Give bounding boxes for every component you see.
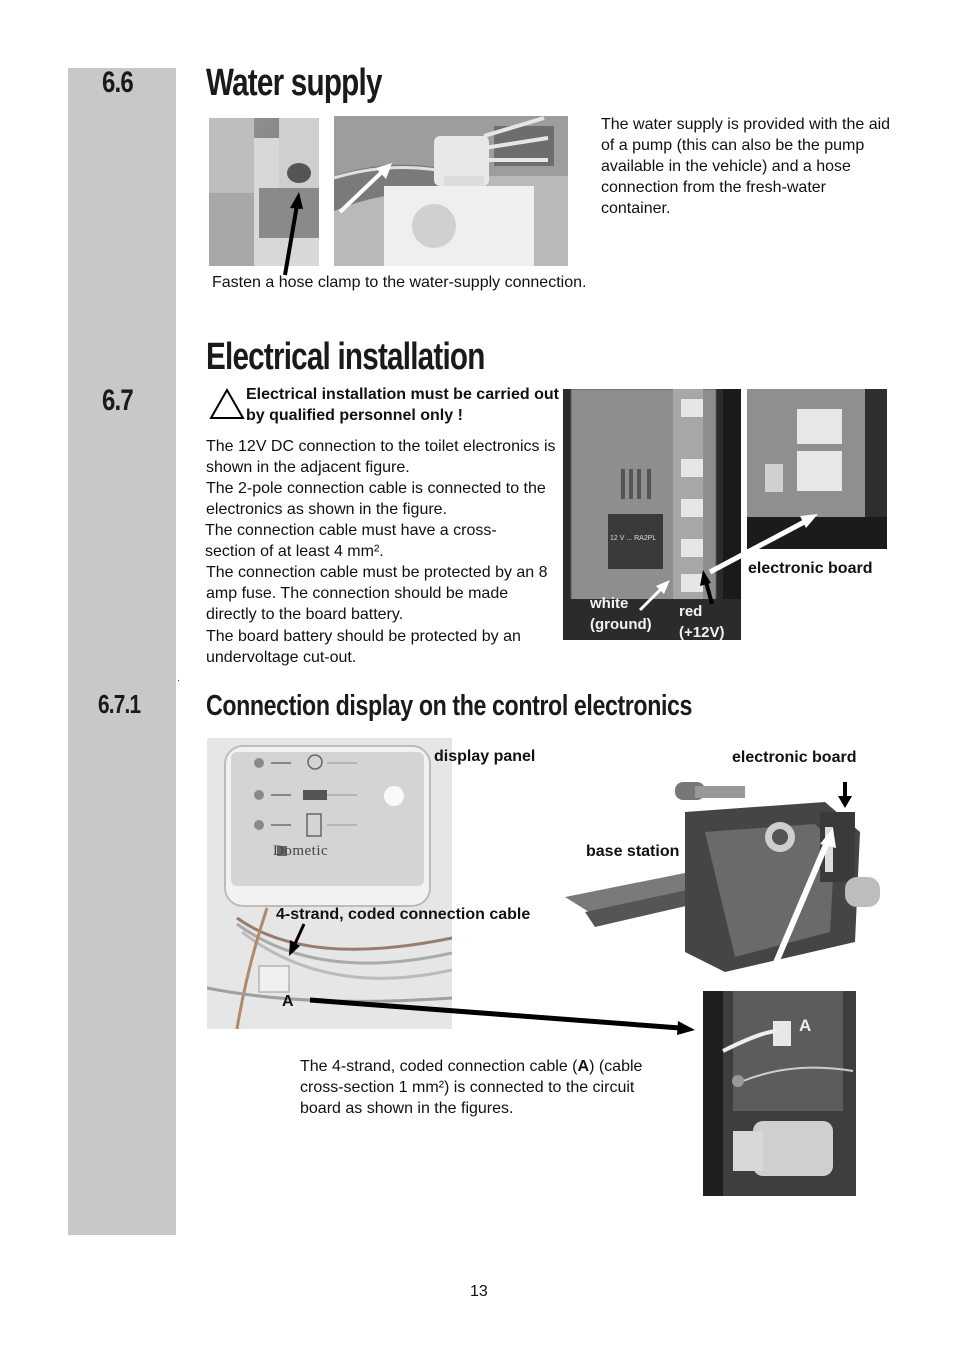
electrical-paragraph-5: The board battery should be protected by an undervoltage cut-out. bbox=[206, 628, 521, 666]
electrical-paragraph-2: The 2-pole connection cable is connected to the electronics as shown in the figure. bbox=[206, 480, 546, 518]
arrow-indicators-6-7 bbox=[560, 500, 890, 640]
display-panel-label: display panel bbox=[434, 748, 536, 765]
board-chip-text: 12 V ... RA2PL bbox=[610, 535, 657, 542]
electrical-paragraph-1: The 12V DC connection to the toilet electronics is shown in the adjacent figure. bbox=[206, 438, 556, 476]
water-supply-intro: The water supply is provided with the aid of a pump (this can also be the pump available in the vehicle) and a hose connection from the fresh-water container. bbox=[601, 116, 891, 217]
section-number-6-7-1: 6.7.1 bbox=[98, 689, 141, 719]
arrow-indicators-6-6 bbox=[200, 110, 400, 290]
arrow-indicators-6-7-1 bbox=[280, 780, 880, 1040]
base-station-label: base station bbox=[586, 843, 680, 860]
board-marker-a: A bbox=[799, 1016, 812, 1035]
electrical-paragraph-3: The connection cable must have a cross-section of at least 4 mm². bbox=[205, 522, 497, 560]
section-sidebar bbox=[68, 68, 176, 1235]
electronic-board-label-1: electronic board bbox=[748, 560, 873, 577]
warning-triangle-icon bbox=[209, 388, 245, 420]
electrical-paragraph-4: The connection cable must be protected by an 8 amp fuse. The connection should be made directly to the board battery. bbox=[206, 564, 548, 623]
page-number: 13 bbox=[470, 1283, 488, 1300]
cable-description: The 4-strand, coded connection cable (A) (cable cross-section 1 mm²) is connected to the circuit board as shown in the figures. bbox=[300, 1058, 643, 1117]
wire-red-label: red (+12V) bbox=[679, 603, 725, 641]
section-title-water-supply: Water supply bbox=[206, 62, 382, 104]
electronic-board-label-2: electronic board bbox=[732, 749, 857, 766]
section-title-connection-display: Connection display on the control electronics bbox=[206, 690, 693, 722]
connection-cable-label: 4-strand, coded connection cable bbox=[276, 906, 531, 923]
cable-marker-a: A bbox=[282, 993, 294, 1010]
wire-white-label: white (ground) bbox=[590, 595, 652, 633]
electrical-warning: Electrical installation must be carried out by qualified personnel only ! bbox=[246, 386, 559, 424]
panel-brand-logo: Dometic bbox=[273, 843, 329, 859]
section-number-6-7: 6.7 bbox=[102, 384, 133, 417]
section-number-6-6: 6.6 bbox=[102, 66, 133, 99]
water-supply-caption: Fasten a hose clamp to the water-supply connection. bbox=[212, 274, 587, 291]
section-title-electrical-installation: Electrical installation bbox=[206, 336, 485, 378]
